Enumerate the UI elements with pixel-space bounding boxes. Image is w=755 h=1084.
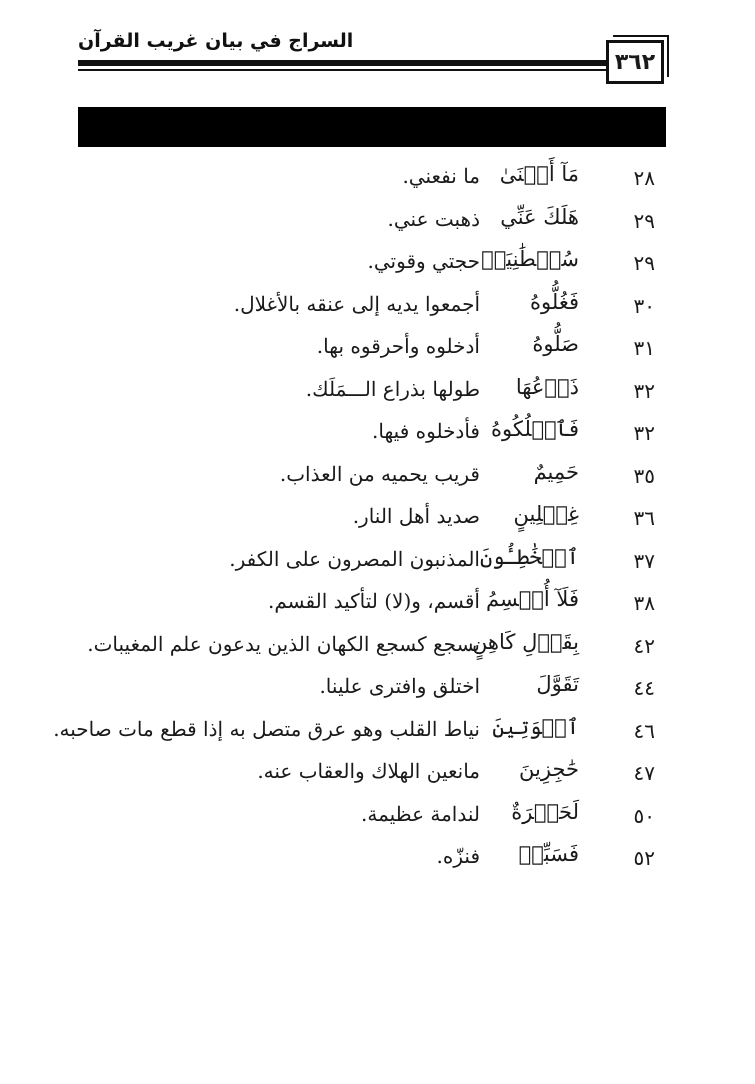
glossary-entry <box>0 753 755 796</box>
glossary-entry <box>0 796 755 839</box>
glossary-entry <box>0 498 755 541</box>
quran-word: هَلَكَ عَنِّي <box>500 204 579 229</box>
word-meaning: المذنبون المصرون على الكفر. <box>229 546 480 571</box>
verse-number: ٤٦ <box>633 718 655 743</box>
word-meaning: بسجع كسجع الكهان الذين يدعون علم المغيبات. <box>87 631 480 656</box>
quran-word: حَمِيمٌ <box>533 459 579 484</box>
quran-word: تَقَوَّلَ <box>536 672 579 696</box>
word-meaning: ما نفعني. <box>402 164 480 188</box>
quran-word: فَلَآ أُقۡسِمُ <box>486 587 579 611</box>
verse-number: ٣٥ <box>633 463 655 488</box>
verse-number: ٣٨ <box>633 591 655 615</box>
verse-number: ٥٢ <box>633 846 655 870</box>
quran-word: فَغُلُّوهُ <box>530 289 579 314</box>
word-meaning: حجتي وقوتي. <box>367 249 480 273</box>
glossary-entry <box>0 286 755 329</box>
word-meaning: فنزّه. <box>436 844 480 868</box>
quran-word: ٱلۡوَتِينَ <box>492 714 579 739</box>
word-meaning: أقسم، و(لا) لتأكيد القسم. <box>267 589 480 613</box>
quran-word: حَٰجِزِينَ <box>519 757 579 781</box>
verse-number: ٣٢ <box>633 378 655 403</box>
glossary-entry <box>0 541 755 584</box>
header-rule <box>78 60 608 66</box>
word-meaning: نياط القلب وهو عرق متصل به إذا قطع مات صاحبه. <box>53 716 480 741</box>
verse-number: ٤٢ <box>633 633 655 658</box>
page-number: ٣٦٢ <box>606 40 664 84</box>
glossary-entry <box>0 158 755 201</box>
verse-number: ٣١ <box>633 336 655 360</box>
quran-word: صَلُّوهُ <box>532 332 579 356</box>
glossary-entry <box>0 711 755 754</box>
verse-number: ٢٩ <box>633 208 655 233</box>
word-meaning: لندامة عظيمة. <box>361 801 480 826</box>
glossary-entry <box>0 583 755 626</box>
quran-word: بِقَوۡلِ كَاهِنٍ <box>471 629 579 654</box>
verse-number: ٣٢ <box>633 421 655 445</box>
word-meaning: طولها بذراع الـــمَلَك. <box>305 376 480 401</box>
quran-word: ذَرۡعُهَا <box>515 374 579 399</box>
word-meaning: صديد أهل النار. <box>352 504 480 528</box>
word-meaning: مانعين الهلاك والعقاب عنه. <box>257 759 480 783</box>
word-meaning: ذهبت عني. <box>387 206 480 231</box>
verse-number: ٢٩ <box>633 251 655 275</box>
glossary-entry <box>0 838 755 881</box>
word-meaning: قريب يحميه من العذاب. <box>279 461 480 486</box>
quran-word: غِسۡلِينٍ <box>513 502 579 526</box>
glossary-entry <box>0 413 755 456</box>
quran-word: فَسَبِّحۡ <box>518 842 579 866</box>
book-title: السراج في بيان غريب القرآن <box>78 30 354 52</box>
glossary-entry <box>0 201 755 244</box>
verse-number: ٣٠ <box>633 293 655 318</box>
glossary-entry <box>0 626 755 669</box>
glossary-entry <box>0 243 755 286</box>
quran-word: مَآ أَغۡنَىٰ <box>499 162 579 186</box>
header-rule-thin <box>78 69 608 71</box>
glossary-entry <box>0 371 755 414</box>
glossary-entry <box>0 456 755 499</box>
surah-title-band <box>78 107 666 147</box>
glossary-list <box>0 158 755 881</box>
glossary-entry <box>0 668 755 711</box>
quran-word: سُلۡطَٰنِيَهۡ <box>481 247 579 271</box>
verse-number: ٣٦ <box>633 506 655 530</box>
verse-number: ٣٧ <box>633 548 655 573</box>
verse-number: ٤٤ <box>633 676 655 700</box>
verse-number: ٢٨ <box>633 166 655 190</box>
quran-word: ٱلۡخَٰطِـُٔونَ <box>479 544 579 569</box>
word-meaning: اختلق وافترى علينا. <box>319 674 480 698</box>
verse-number: ٥٠ <box>633 803 655 828</box>
word-meaning: أدخلوه وأحرقوه بها. <box>316 334 480 358</box>
quran-word: فَٱسۡلُكُوهُ <box>491 417 579 441</box>
word-meaning: أجمعوا يديه إلى عنقه بالأغلال. <box>233 291 480 316</box>
word-meaning: فأدخلوه فيها. <box>372 419 480 443</box>
glossary-entry <box>0 328 755 371</box>
verse-number: ٤٧ <box>633 761 655 785</box>
quran-word: لَحَسۡرَةٌ <box>511 799 579 824</box>
